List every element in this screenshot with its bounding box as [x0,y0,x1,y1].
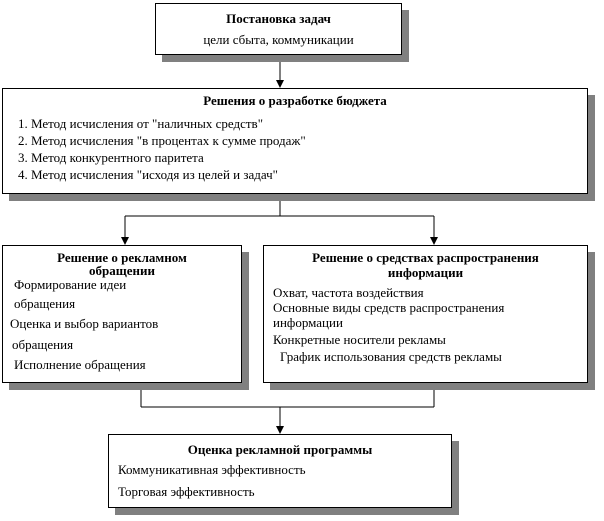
budget-title: Решения о разработке бюджета [203,93,387,108]
message-item-2: обращения [14,296,76,311]
message-item-3: Оценка и выбор вариантов [10,316,159,331]
budget-item-4: 4. Метод исчисления "исходя из целей и задач" [18,167,278,182]
message-item-5: Исполнение обращения [14,357,146,372]
evaluation-title: Оценка рекламной программы [187,442,373,457]
budget-item-2: 2. Метод исчисления "в процентах к сумме продаж" [18,133,306,148]
message-title-line2: обращении [89,263,155,278]
message-title-line1: Решение о рекламном [57,250,187,265]
evaluation-box [108,434,452,508]
media-item-5: График использования средств рекламы [280,349,502,364]
media-item-1: Охват, частота воздействия [273,285,424,300]
message-item-1: Формирование идеи [14,277,127,292]
task-subtitle: цели сбыта, коммуникации [203,32,354,47]
media-box [263,245,588,383]
media-item-3: информации [273,315,343,330]
budget-box [2,88,588,194]
task-box [155,3,402,55]
media-title-line2: информации [387,265,464,280]
media-item-2: Основные виды средств распространения [273,300,505,315]
message-box [2,245,242,383]
media-item-4: Конкретные носители рекламы [273,332,446,347]
evaluation-item-2: Торговая эффективность [118,484,255,499]
media-title-line1: Решение о средствах распространения [312,250,539,265]
budget-item-1: 1. Метод исчисления от "наличных средств" [18,116,264,131]
message-item-4: обращения [12,337,74,352]
task-title: Постановка задач [226,11,331,26]
budget-item-3: 3. Метод конкурентного паритета [18,150,204,165]
evaluation-item-1: Коммуникативная эффективность [118,462,306,477]
